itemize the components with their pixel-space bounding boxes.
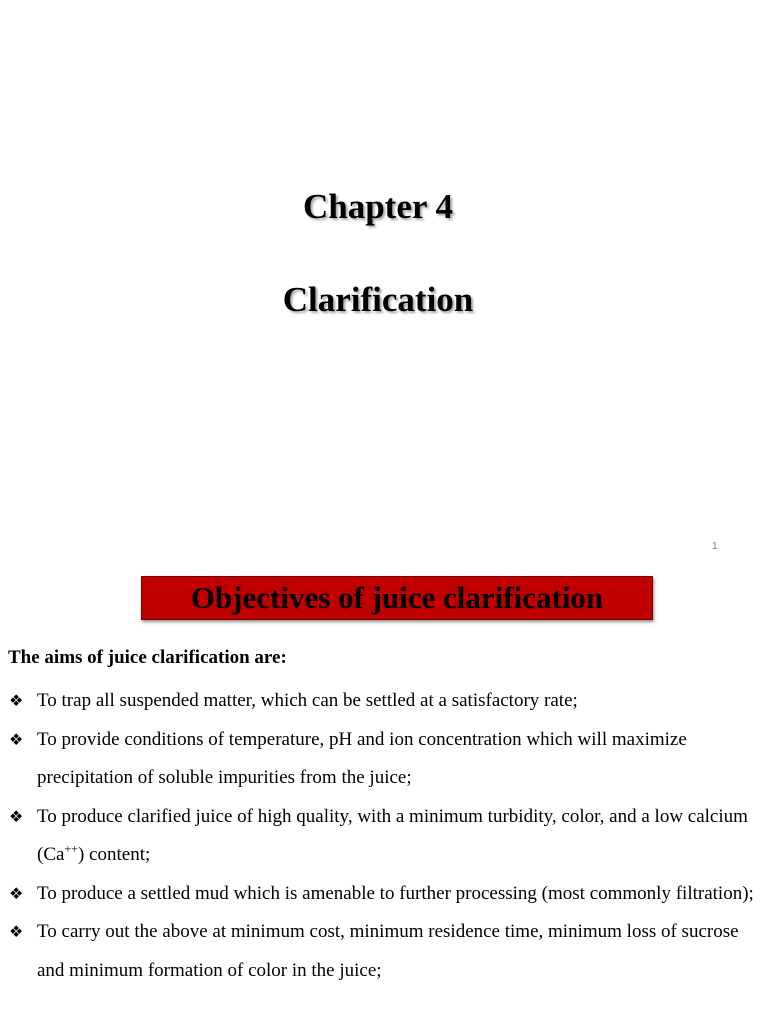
calcium-charge: ++: [64, 841, 78, 856]
aims-intro: The aims of juice clarification are:: [8, 647, 287, 668]
chapter-title: Chapter 4: [302, 187, 454, 226]
aims-list: [0, 682, 760, 990]
aim-text-after: ) content;: [77, 844, 151, 865]
objectives-banner: [141, 576, 653, 620]
aim-text: [37, 806, 748, 866]
objectives-heading: Objectives of juice clarification: [190, 580, 604, 615]
aim-text: To trap all suspended matter, which can be settled at a satisfactory rate;: [37, 690, 578, 711]
chapter-subtitle: Clarification: [282, 280, 474, 319]
page-number: 1: [712, 541, 718, 552]
diamond-bullet-icon: ❖: [9, 691, 24, 710]
aim-item: [0, 721, 760, 798]
aim-text: To carry out the above at minimum cost, minimum residence time, minimum loss of sucrose and minimum formation of color in the juice;: [37, 921, 739, 981]
aim-item: [0, 682, 760, 721]
aim-text-before: To produce clarified juice of high quality, with a minimum turbidity, color, and a low calcium (Ca: [37, 805, 748, 865]
diamond-bullet-icon: ❖: [9, 806, 24, 826]
diamond-bullet-icon: ❖: [9, 922, 24, 941]
aim-item: [0, 875, 760, 914]
aim-text: To produce a settled mud which is amenable to further processing (most commonly filtration);: [37, 882, 754, 904]
aim-item: [0, 798, 760, 875]
diamond-bullet-icon: ❖: [9, 883, 24, 903]
aim-text: To provide conditions of temperature, pH and ion concentration which will maximize precipitation of soluble impurities from the juice;: [37, 728, 687, 788]
diamond-bullet-icon: ❖: [9, 729, 24, 749]
aim-item: [0, 913, 760, 990]
